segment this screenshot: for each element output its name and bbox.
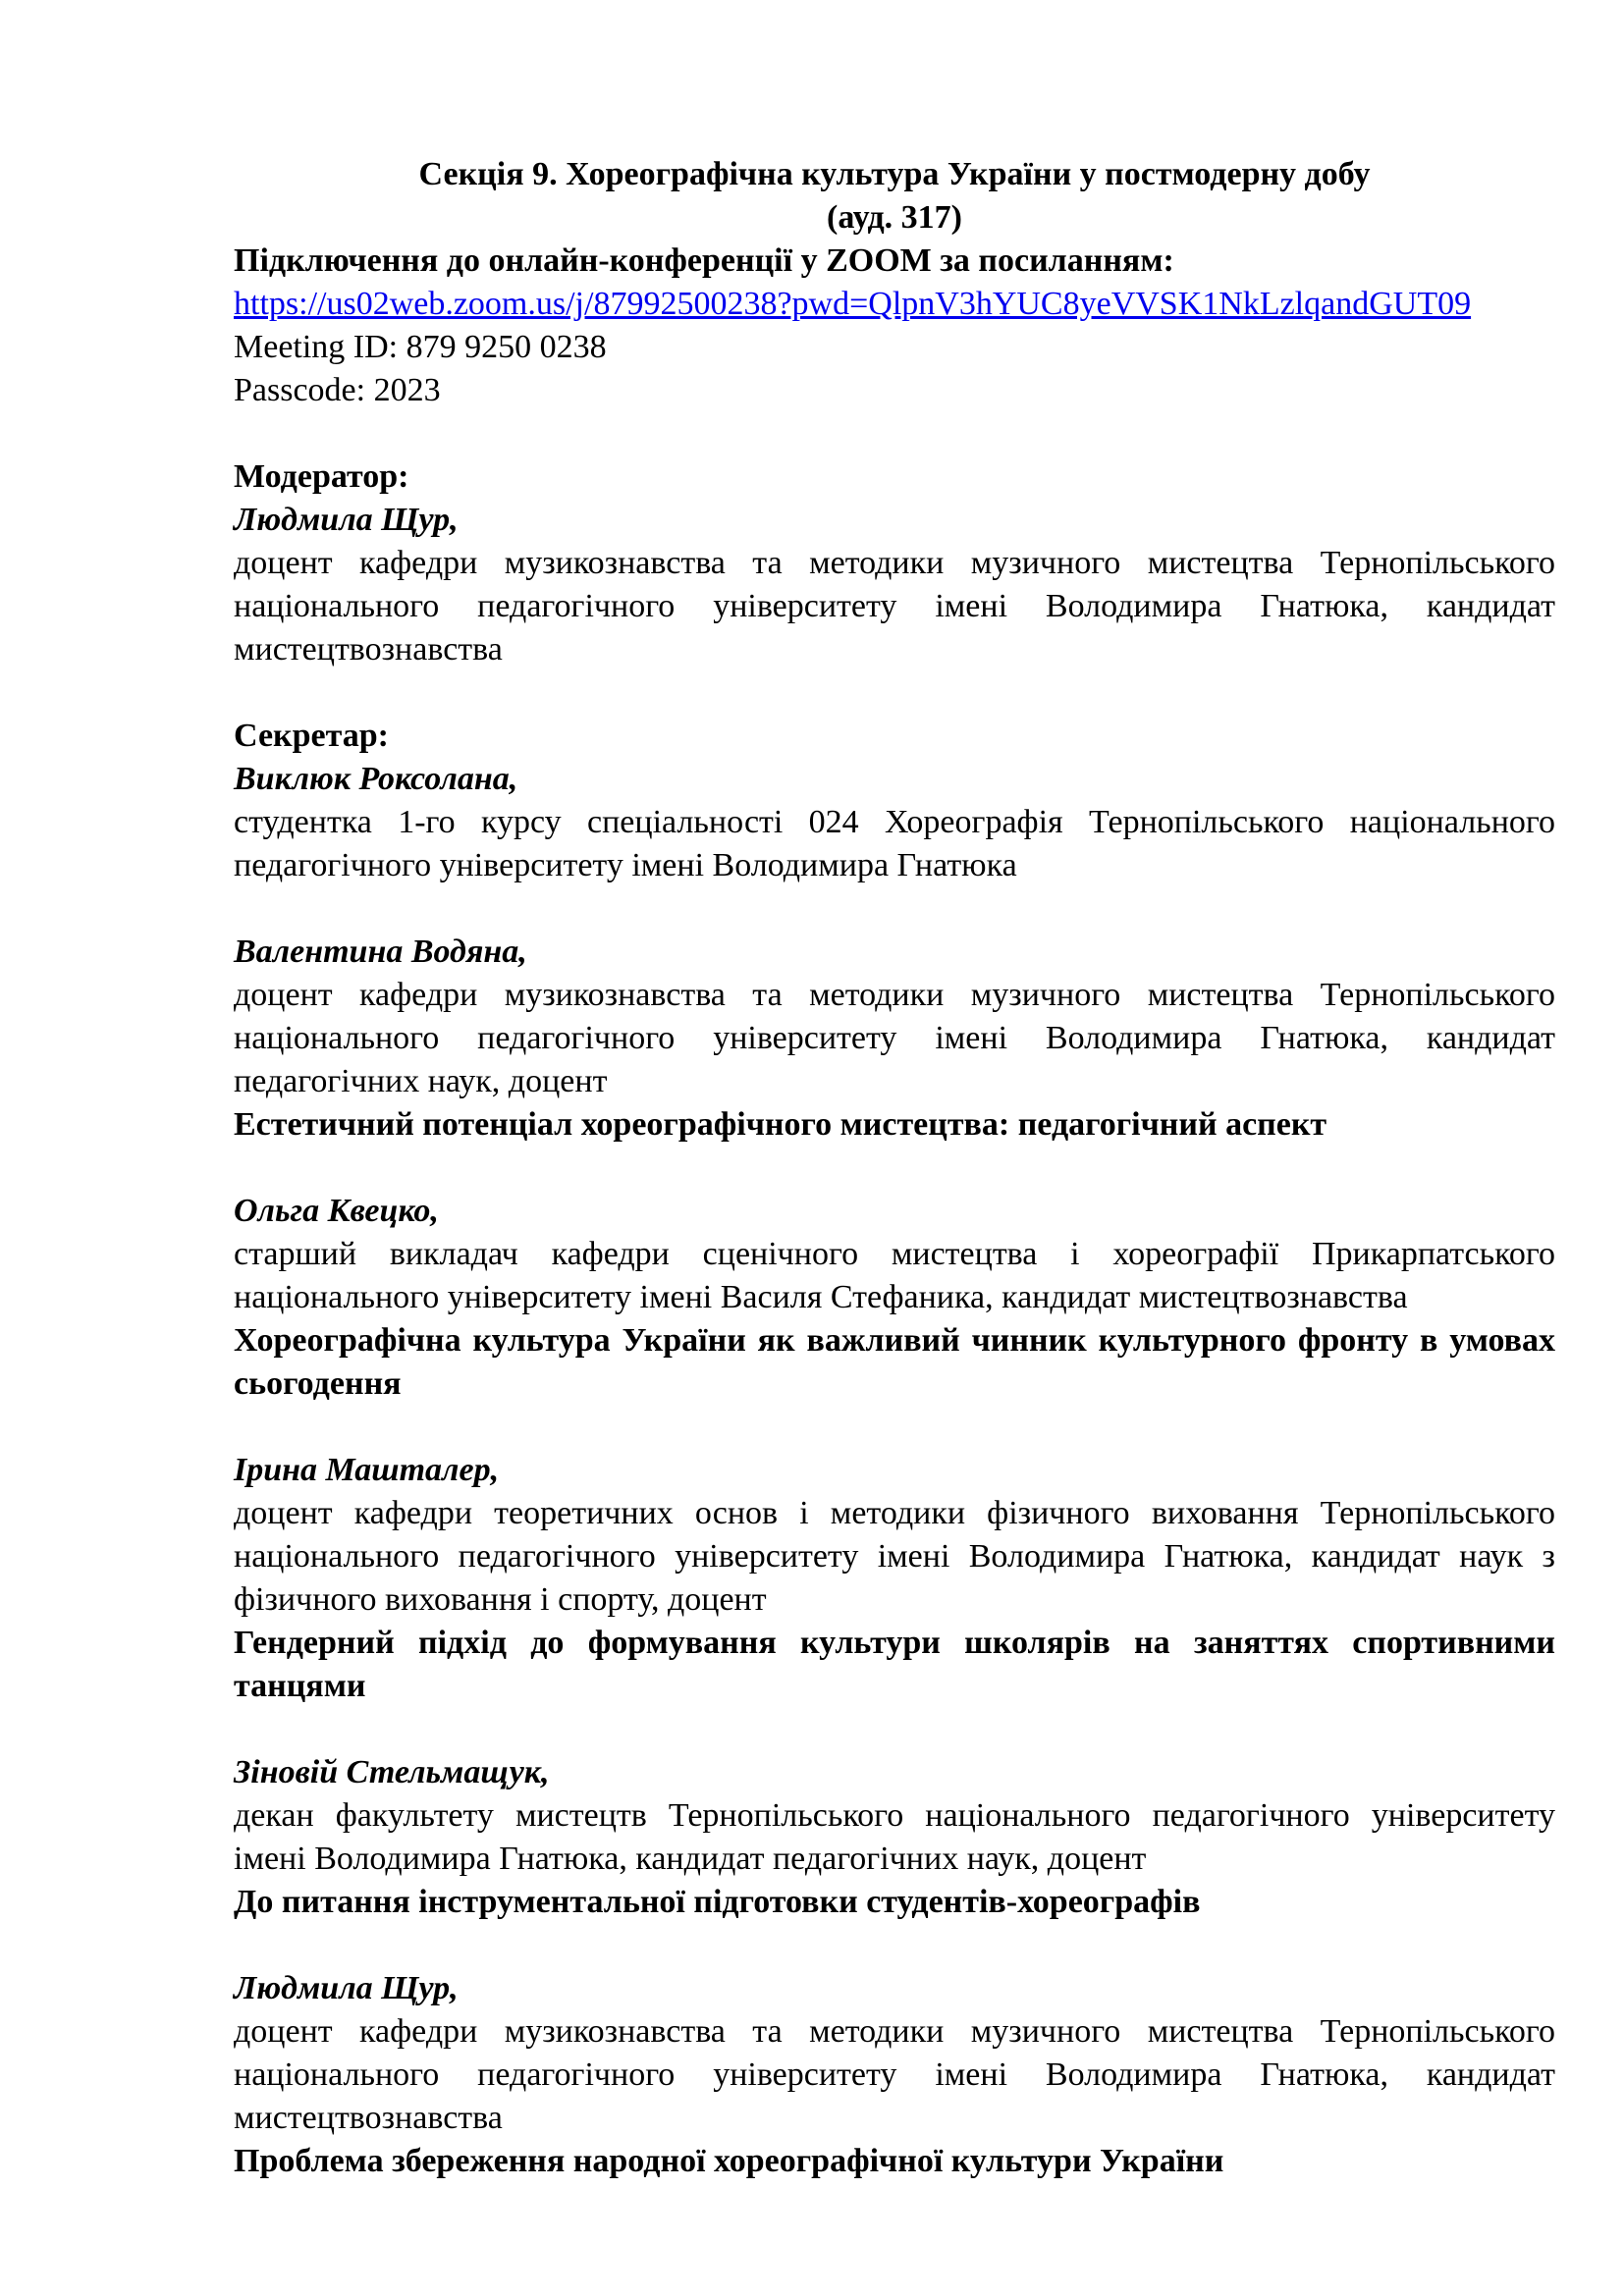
spacer bbox=[234, 1924, 1555, 1967]
speaker-name: Ольга Квецко, bbox=[234, 1193, 439, 1229]
secretary-description: студентка 1-го курсу спеціальності 024 Хореографія Тернопільського національного педагогічного університету імені Володимира Гнатюка bbox=[234, 804, 1555, 883]
section-title: Секція 9. Хореографічна культура України у постмодерну добу bbox=[418, 156, 1371, 192]
speaker-entry bbox=[234, 931, 1555, 1147]
speaker-topic: До питання інструментальної підготовки студентів-хореографів bbox=[234, 1884, 1201, 1920]
page-content bbox=[234, 153, 1555, 2183]
moderator-heading: Модератор: bbox=[234, 458, 409, 495]
speaker-topic: Гендерний підхід до формування культури школярів на заняттях спортивними танцями bbox=[234, 1625, 1555, 1704]
spacer bbox=[234, 1708, 1555, 1751]
secretary-name: Виклюк Роксолана, bbox=[234, 761, 518, 797]
speaker-topic: Естетичний потенціал хореографічного мистецтва: педагогічний аспект bbox=[234, 1106, 1327, 1143]
spacer bbox=[234, 1147, 1555, 1190]
passcode: Passcode: 2023 bbox=[234, 372, 441, 408]
meeting-id: Meeting ID: 879 9250 0238 bbox=[234, 329, 607, 365]
speaker-description: декан факультету мистецтв Тернопільського національного педагогічного університету імені Володимира Гнатюка, кандидат педагогічних наук, доцент bbox=[234, 1797, 1555, 1877]
speaker-topic: Хореографічна культура України як важливий чинник культурного фронту в умовах сьогодення bbox=[234, 1322, 1555, 1402]
zoom-link[interactable]: https://us02web.zoom.us/j/87992500238?pwd=QlpnV3hYUC8yeVVSK1NkLzlqandGUT09 bbox=[234, 286, 1472, 322]
spacer bbox=[234, 671, 1555, 715]
speaker-description: доцент кафедри музикознавства та методики музичного мистецтва Тернопільського національного педагогічного університету імені Володимира Гнатюка, кандидат мистецтвознавства bbox=[234, 2013, 1555, 2136]
speaker-entry bbox=[234, 1751, 1555, 1924]
speaker-name: Ірина Машталер, bbox=[234, 1452, 500, 1488]
speaker-name: Валентина Водяна, bbox=[234, 934, 527, 970]
speaker-name: Зіновій Стельмащук, bbox=[234, 1754, 550, 1790]
speaker-entry bbox=[234, 1190, 1555, 1406]
moderator-description: доцент кафедри музикознавства та методики музичного мистецтва Тернопільського національного педагогічного університету імені Володимира Гнатюка, кандидат мистецтвознавства bbox=[234, 545, 1555, 667]
secretary-heading: Секретар: bbox=[234, 718, 389, 754]
speaker-description: доцент кафедри музикознавства та методики музичного мистецтва Тернопільського національного педагогічного університету імені Володимира Гнатюка, кандидат педагогічних наук, доцент bbox=[234, 977, 1555, 1099]
speaker-topic: Проблема збереження народної хореографічної культури України bbox=[234, 2143, 1224, 2179]
spacer bbox=[234, 1406, 1555, 1449]
speaker-name: Людмила Щур, bbox=[234, 1970, 459, 2006]
zoom-link-line bbox=[234, 283, 1555, 326]
zoom-intro: Підключення до онлайн-конференції у ZOOM за посиланням: bbox=[234, 242, 1174, 279]
speaker-description: доцент кафедри теоретичних основ і методики фізичного виховання Тернопільського національного педагогічного університету імені Володимира Гнатюка, кандидат наук з фізичного виховання і спорту, доцент bbox=[234, 1495, 1555, 1618]
room-label: (ауд. 317) bbox=[827, 199, 962, 236]
moderator-name: Людмила Щур, bbox=[234, 502, 459, 538]
speaker-entry bbox=[234, 1449, 1555, 1708]
speaker-description: старший викладач кафедри сценічного мистецтва і хореографії Прикарпатського національного університету імені Василя Стефаника, кандидат мистецтвознавства bbox=[234, 1236, 1555, 1315]
spacer bbox=[234, 412, 1555, 455]
spacer bbox=[234, 887, 1555, 931]
speaker-entry bbox=[234, 1967, 1555, 2183]
